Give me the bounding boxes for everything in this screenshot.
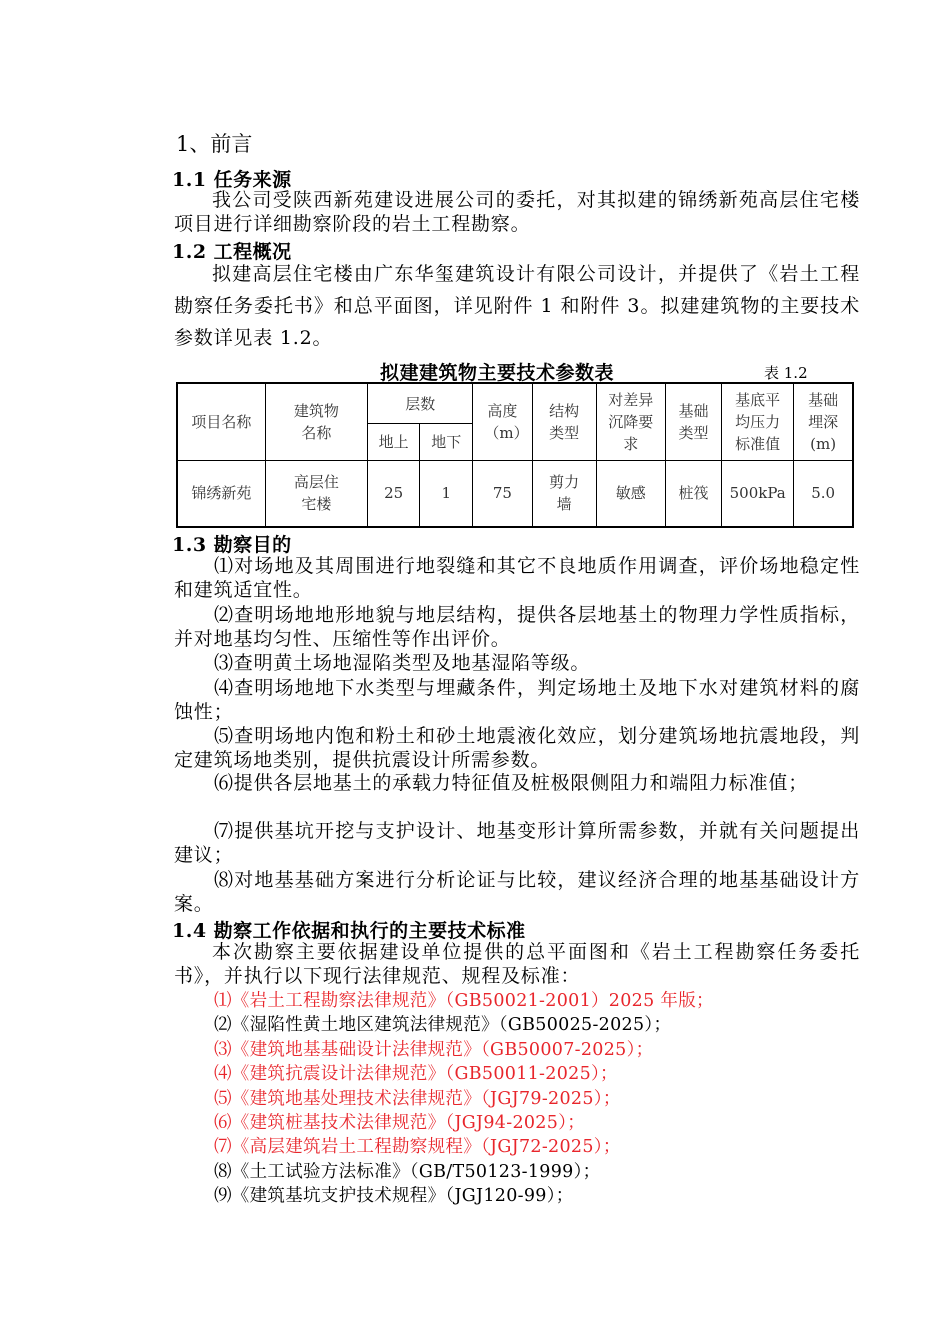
standard-item: ⑻《土工试验方法标准》（GB/T50123-1999）； xyxy=(214,1162,601,1182)
header-height: 高度（m） xyxy=(473,383,532,460)
table-title: 拟建建筑物主要技术参数表 xyxy=(380,362,615,384)
header-structure: 结构类型 xyxy=(532,383,596,460)
cell-floors-above: 25 xyxy=(368,460,420,527)
cell-pressure: 500kPa xyxy=(722,460,794,527)
standard-item: ⑵《湿陷性黄土地区建筑法律规范》（GB50025-2025）； xyxy=(214,1015,672,1035)
section-1-1-text: 我公司受陕西新苑建设进展公司的委托，对其拟建的锦绣新苑高层住宅楼项目进行详细勘察阶段的岩土工程勘察。 xyxy=(174,189,860,235)
section-1-4-title: 1.4 勘察工作依据和执行的主要技术标准 xyxy=(172,920,526,942)
purpose-item: ⑺提供基坑开挖与支护设计、地基变形计算所需参数，并就有关问题提出建议； xyxy=(174,820,860,866)
cell-project: 锦绣新苑 xyxy=(177,460,265,527)
standard-item: ⑹《建筑桩基技术法律规范》（JGJ94-2025）； xyxy=(214,1113,586,1133)
standard-item: ⑺《高层建筑岩土工程勘察规程》（JGJ72-2025）； xyxy=(214,1137,621,1157)
section-1-3-title: 1.3 勘察目的 xyxy=(172,534,292,556)
purpose-item: ⑸查明场地内饱和粉土和砂土地震液化效应，划分建筑场地抗震地段，判定建筑场地类别，提供抗震设计所需参数。 xyxy=(174,725,860,771)
cell-building: 高层住宅楼 xyxy=(265,460,367,527)
section-1-2-text: 拟建高层住宅楼由广东华玺建筑设计有限公司设计，并提供了《岩土工程勘察任务委托书》和总平面图，详见附件 1 和附件 3。拟建建筑物的主要技术参数详见表 1.2。 xyxy=(174,263,860,349)
cell-foundation: 桩筏 xyxy=(665,460,721,527)
header-depth: 基础埋深(m) xyxy=(794,383,853,460)
cell-height: 75 xyxy=(473,460,532,527)
section-1-2-title: 1.2 工程概况 xyxy=(172,241,292,263)
purpose-item: ⑻对地基基础方案进行分析论证与比较，建议经济合理的地基基础设计方案。 xyxy=(174,869,860,915)
chapter-heading: 1、前言 xyxy=(176,132,253,156)
purpose-item: ⑶查明黄土场地湿陷类型及地基湿陷等级。 xyxy=(214,652,591,674)
standard-item: ⑼《建筑基坑支护技术规程》（JGJ120-99）； xyxy=(214,1186,574,1206)
section-1-1-title: 1.1 任务来源 xyxy=(172,169,292,191)
standard-item: ⑶《建筑地基基础设计法律规范》（GB50007-2025）； xyxy=(214,1040,654,1060)
header-pressure: 基底平均压力标准值 xyxy=(722,383,794,460)
building-params-table xyxy=(176,382,854,528)
header-floors-below: 地下 xyxy=(420,424,473,461)
standard-item: ⑷《建筑抗震设计法律规范》（GB50011-2025）； xyxy=(214,1064,618,1084)
table-number: 表 1.2 xyxy=(764,364,808,382)
header-floors-above: 地上 xyxy=(368,424,420,461)
cell-structure: 剪力墙 xyxy=(532,460,596,527)
header-project: 项目名称 xyxy=(177,383,265,460)
cell-floors-below: 1 xyxy=(420,460,473,527)
purpose-item: ⑹提供各层地基土的承载力特征值及桩极限侧阻力和端阻力标准值； xyxy=(214,772,809,794)
cell-depth: 5.0 xyxy=(794,460,853,527)
standard-item: ⑴《岩土工程勘察法律规范》（GB50021-2001）2025 年版； xyxy=(214,991,714,1011)
standard-item: ⑸《建筑地基处理技术法律规范》（JGJ79-2025）； xyxy=(214,1089,621,1109)
header-floors: 层数 xyxy=(368,383,473,424)
purpose-item: ⑴对场地及其周围进行地裂缝和其它不良地质作用调查，评价场地稳定性和建筑适宜性。 xyxy=(174,555,860,601)
purpose-item: ⑵查明场地地形地貌与地层结构，提供各层地基土的物理力学性质指标，并对地基均匀性、压缩性等作出评价。 xyxy=(174,604,860,650)
header-foundation: 基础类型 xyxy=(665,383,721,460)
header-settlement: 对差异沉降要求 xyxy=(596,383,665,460)
header-building: 建筑物名称 xyxy=(265,383,367,460)
purpose-item: ⑷查明场地地下水类型与埋藏条件，判定场地土及地下水对建筑材料的腐蚀性； xyxy=(174,677,860,723)
cell-settlement: 敏感 xyxy=(596,460,665,527)
section-1-4-text: 本次勘察主要依据建设单位提供的总平面图和《岩土工程勘察任务委托书》，并执行以下现行法律规范、规程及标准： xyxy=(174,941,860,987)
